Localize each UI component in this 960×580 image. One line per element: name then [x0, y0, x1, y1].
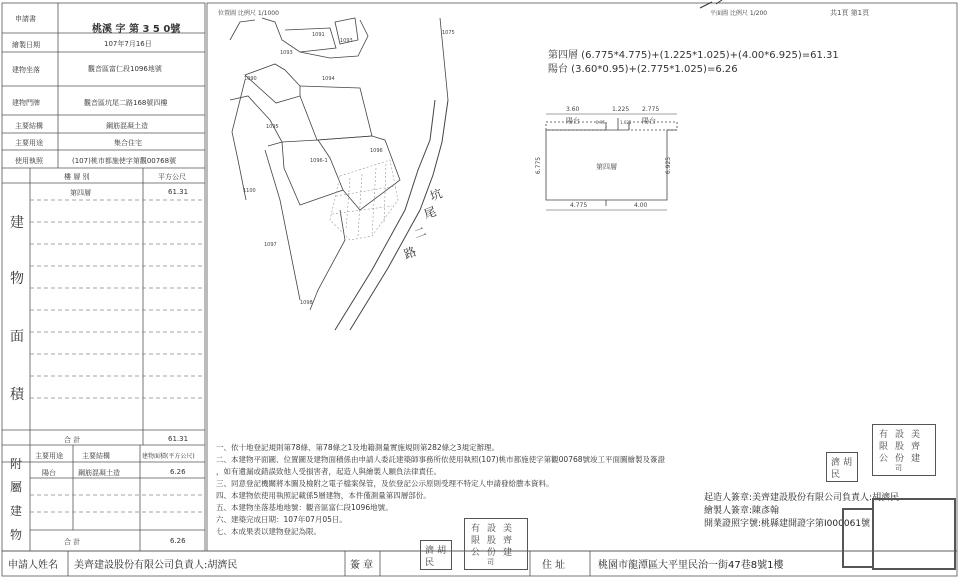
- road-char-2: 尾: [422, 204, 439, 222]
- plan-scale-label: 平面圖 比例尺 1/200: [710, 10, 768, 17]
- dim-small-2: 1.025: [620, 120, 632, 125]
- architect-seal: [872, 498, 956, 570]
- bottom-applicant-value: 美齊建設股份有限公司負責人:胡濟民: [74, 560, 238, 571]
- side-char-2: 物: [10, 271, 24, 287]
- bottom-applicant-label: 申請人姓名: [8, 560, 58, 571]
- company-seal-bottom: 美 齊 建 設 股 份 有 限 公 司: [464, 518, 528, 570]
- area-col-header: 平方公尺: [158, 173, 186, 181]
- note-line: 二、本建物平面圖、位置圖及建物面積係由申請人委託建築師事務所依使用執照(107)桃市都施使字第觀00768號竣工平面圖繪製及簽證: [216, 455, 666, 464]
- parcel-label: 1096: [370, 148, 383, 154]
- architect-name-seal: [842, 508, 874, 568]
- road-char-1: 坑: [428, 186, 445, 204]
- aux-structure-header: 主要結構: [82, 452, 110, 460]
- person-seal-top: 胡 濟 民: [826, 452, 858, 482]
- note-line: ，如有遺漏或錯誤致他人受損害者，起造人與繪製人願負法律責任。: [216, 467, 441, 476]
- aux-row-area: 6.26: [170, 468, 186, 476]
- formula-floor: 第四層 (6.775*4.775)+(1.225*1.025)+(4.00*6.925)=61.31: [548, 50, 839, 61]
- aux-total-label: 合 計: [64, 538, 81, 546]
- road-char-4: 路: [402, 244, 419, 262]
- drawing-date-label: 繪製日期: [12, 41, 40, 49]
- aux-side-char-4: 物: [10, 528, 23, 542]
- dim-top-mid: 1.225: [612, 106, 630, 113]
- applicant-no-value: 桃溪 字 第 3 5 0號: [92, 24, 181, 35]
- side-char-4: 積: [10, 387, 24, 403]
- license-value: (107)桃市都施使字第觀00768號: [72, 157, 177, 165]
- bottom-address-value: 桃園市龍潭區大平里民治一街47巷8號1樓: [598, 560, 784, 571]
- parcel-label: 1100: [243, 188, 256, 194]
- note-line: 五、本建物坐落基地地號：觀音區富仁段1096地號。: [216, 503, 393, 512]
- building-location-label: 建物坐落: [12, 66, 40, 74]
- parcel-label: 1098: [300, 300, 313, 306]
- note-line: 六、建築完成日期：107年07月05日。: [216, 515, 347, 524]
- page-label: 共1頁 第1頁: [830, 9, 870, 17]
- aux-side-char-2: 屬: [10, 480, 23, 494]
- balcony-left-label: 陽台: [566, 117, 580, 125]
- floor-row-name: 第四層: [70, 189, 91, 197]
- address-label: 建物門牌: [12, 99, 40, 107]
- road-char-3: 二: [412, 224, 429, 242]
- side-char-1: 建: [10, 215, 24, 231]
- note-line: 三、同意登記機關將本圖及檢附之電子檔案保管，及依登記公示原則受理不特定人申請發給謄本資料。: [216, 479, 554, 488]
- area-total-value: 61.31: [168, 435, 189, 443]
- dim-right: 6.925: [665, 156, 673, 175]
- building-location-value: 觀音區富仁段1096地號: [88, 65, 162, 73]
- dim-small-1: 0.95: [596, 120, 605, 125]
- dim-top-right: 2.775: [642, 106, 660, 113]
- license-label: 使用執照: [15, 157, 43, 165]
- aux-area-header: 建物面積(平方公尺): [142, 453, 195, 460]
- bottom-address-label: 住 址: [542, 560, 566, 571]
- drawing-date-value: 107年7月16日: [104, 40, 152, 48]
- dim-left: 6.775: [535, 156, 543, 175]
- person-seal-bottom: 胡 濟 民: [420, 540, 452, 570]
- parcel-label: 1097: [264, 242, 277, 248]
- note-line: 一、依十地登記規則第78條、第78條之1及地籍測量實施規則第282條之3規定辦理。: [216, 443, 499, 452]
- area-total-label: 合 計: [64, 436, 81, 444]
- address-value: 觀音區坑尾二路168號四樓: [84, 99, 168, 107]
- parcel-label: 1090: [244, 76, 257, 82]
- balcony-right-label: 陽台: [642, 117, 656, 125]
- aux-side-char-3: 建: [10, 504, 23, 518]
- bottom-stamp-label: 簽 章: [350, 560, 374, 571]
- parcel-label: 1095: [266, 124, 279, 130]
- aux-row-usage: 陽台: [42, 469, 56, 477]
- parcel-label: 1091: [312, 32, 325, 38]
- parcel-label: 1094: [322, 76, 335, 82]
- floor-col-header: 樓 層 別: [64, 173, 90, 181]
- note-line: 四、本建物依使用執照記載係5層建物，本件僅測量第四層部份。: [216, 491, 431, 500]
- aux-usage-header: 主要用途: [35, 452, 63, 460]
- floor-row-area: 61.31: [168, 188, 189, 196]
- structure-label: 主要結構: [15, 122, 43, 130]
- parcel-label: 1096-1: [310, 158, 328, 164]
- aux-side-char-1: 附: [10, 457, 23, 471]
- note-line: 七、本成果表以建物登記為限。: [216, 527, 321, 536]
- dim-top-left: 3.60: [566, 106, 580, 113]
- parcel-label: 1093: [340, 38, 353, 44]
- license-number: 開業證照字號:桃縣建開證字第I000061號: [704, 519, 871, 529]
- side-char-3: 面: [10, 329, 24, 345]
- company-seal-top: 美 齊 建 設 股 份 有 限 公 司: [872, 424, 936, 476]
- usage-value: 集合住宅: [114, 139, 142, 147]
- aux-total-value: 6.26: [170, 537, 186, 545]
- location-scale-label: 位置圖 比例尺 1/1000: [218, 10, 279, 17]
- dim-bottom-right: 4.00: [634, 202, 648, 209]
- usage-label: 主要用途: [15, 139, 43, 147]
- builder-signature: 起造人簽章:美齊建設股份有限公司負責人:胡濟民: [704, 493, 900, 503]
- parcel-label: 1093: [280, 50, 293, 56]
- parcel-label: 1075: [442, 30, 455, 36]
- formula-balcony: 陽台 (3.60*0.95)+(2.775*1.025)=6.26: [548, 64, 738, 75]
- structure-value: 鋼筋混凝土造: [106, 122, 148, 130]
- room-label: 第四層: [596, 163, 617, 171]
- dim-bottom-left: 4.775: [570, 202, 588, 209]
- drafter-signature: 繪製人簽章:陳彥翰: [704, 506, 780, 516]
- aux-row-structure: 鋼筋混凝土造: [78, 469, 120, 477]
- applicant-no-label: 申請書: [15, 15, 36, 23]
